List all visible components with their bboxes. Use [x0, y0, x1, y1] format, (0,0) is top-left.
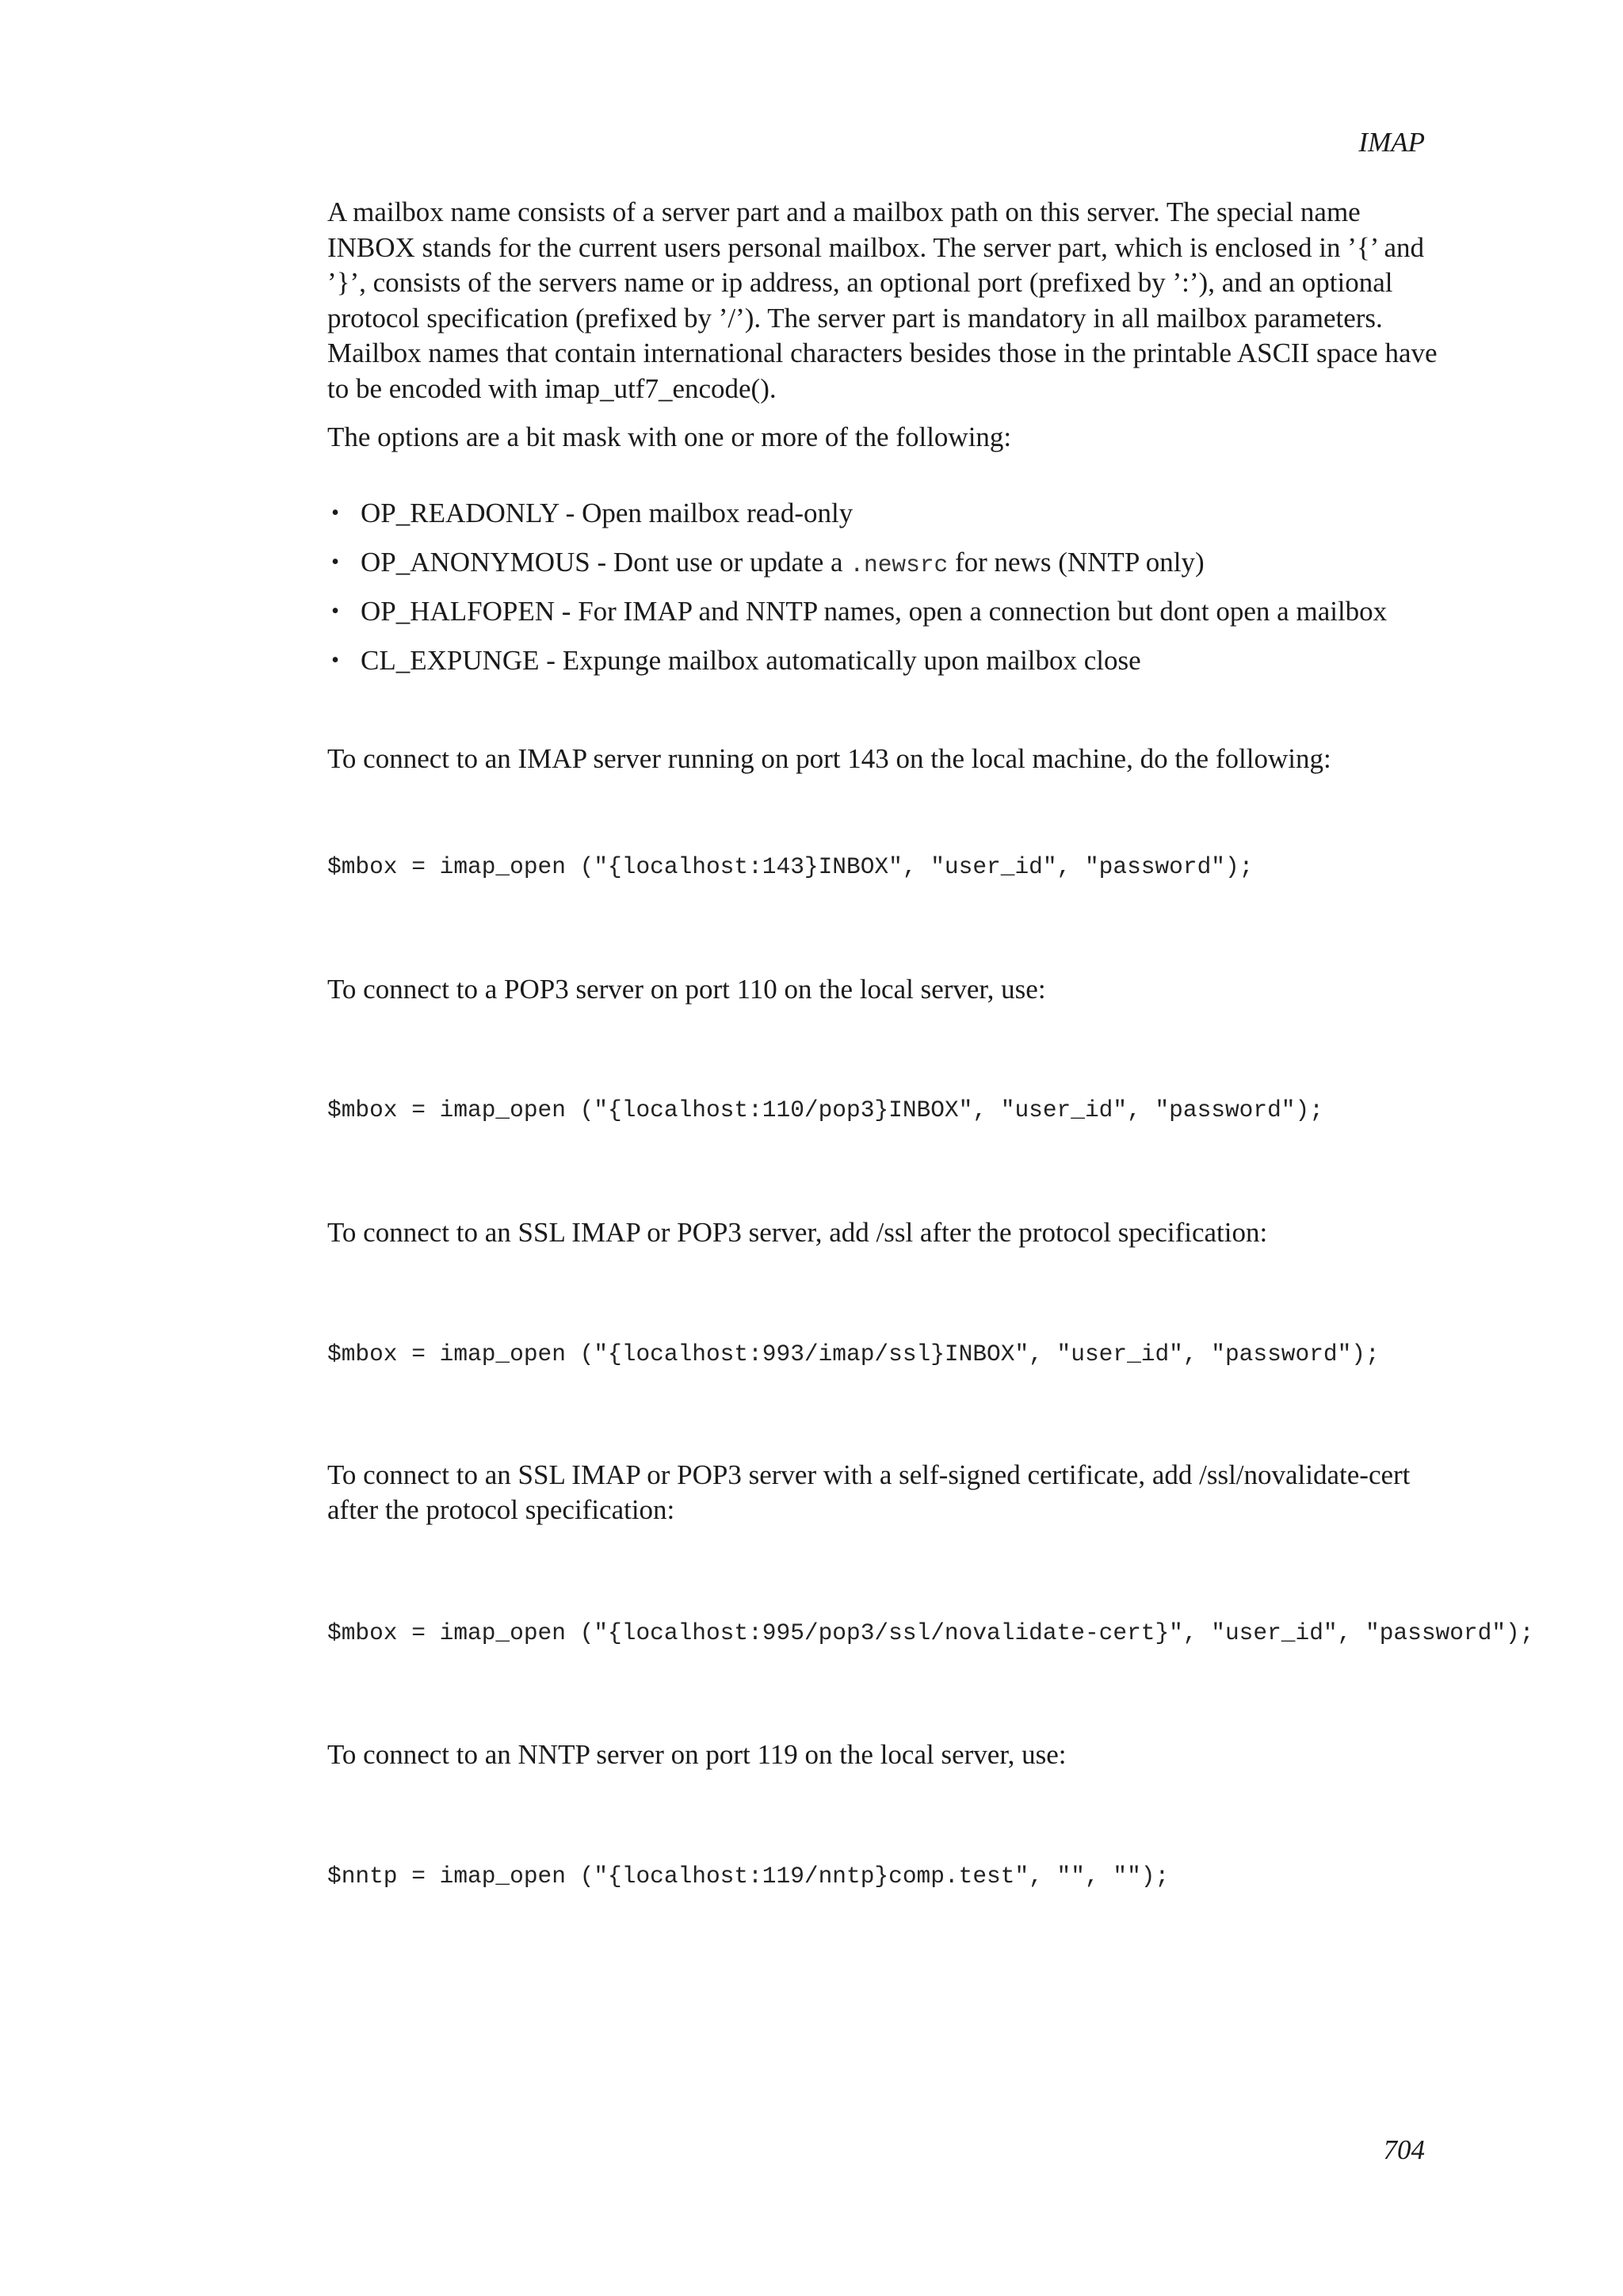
option-text: OP_READONLY - Open mailbox read-only	[361, 498, 854, 528]
page-number: 704	[1383, 2134, 1425, 2165]
running-head: IMAP	[1358, 127, 1425, 158]
example-description-line2: after the protocol specification:	[327, 1494, 675, 1525]
inline-code-newsrc: .newsrc	[850, 551, 949, 578]
code-example: $mbox = imap_open ("{localhost:110/pop3}INBOX", "user_id", "password");	[327, 1097, 1323, 1123]
example-description: To connect to an IMAP server running on port 143 on the local machine, do the following:	[327, 743, 1331, 774]
option-text: CL_EXPUNGE - Expunge mailbox automatically upon mailbox close	[361, 645, 1141, 676]
list-item	[327, 545, 1516, 594]
bullet-icon: •	[331, 501, 339, 525]
bullet-icon: •	[331, 648, 339, 673]
list-item	[327, 594, 1516, 643]
code-example: $mbox = imap_open ("{localhost:143}INBOX", "user_id", "password");	[327, 853, 1254, 880]
code-example: $mbox = imap_open ("{localhost:995/pop3/ssl/novalidate-cert}", "user_id", "password");	[327, 1619, 1534, 1646]
example-description: To connect to an SSL IMAP or POP3 server, add /ssl after the protocol specification:	[327, 1217, 1268, 1248]
code-example: $mbox = imap_open ("{localhost:993/imap/ssl}INBOX", "user_id", "password");	[327, 1341, 1380, 1367]
example-description-line1: To connect to an SSL IMAP or POP3 server with a self-signed certificate, add /ssl/novalidate-cert	[327, 1459, 1411, 1490]
options-intro-paragraph: The options are a bit mask with one or more of the following:	[327, 421, 1012, 452]
option-text: OP_HALFOPEN - For IMAP and NNTP names, open a connection but dont open a mailbox	[361, 596, 1388, 627]
example-description: To connect to a POP3 server on port 110 on the local server, use:	[327, 974, 1046, 1005]
options-list	[327, 496, 1516, 692]
list-item	[327, 496, 1516, 545]
option-text-after: for news (NNTP only)	[948, 547, 1205, 578]
code-example: $nntp = imap_open ("{localhost:119/nntp}comp.test", "", "");	[327, 1863, 1170, 1890]
bullet-icon: •	[331, 550, 339, 574]
example-description: To connect to an NNTP server on port 119 on the local server, use:	[327, 1739, 1067, 1770]
bullet-icon: •	[331, 599, 339, 624]
list-item	[327, 643, 1516, 692]
option-text-before: OP_ANONYMOUS - Dont use or update a	[361, 547, 850, 578]
intro-paragraph: A mailbox name consists of a server part and a mailbox path on this server. The special name INBOX stands for the current users personal mailbox. The server part, which is enclosed in ’{’ and ’}’, consists of the servers name or ip address, an optional port (prefixed by ’:’), and an optional protocol specification (prefixed by ’/’). The server part is mandatory in all mailbox parameters. Mailbox names that contain international characters besides those in the printable ASCII space have to be encoded with imap_utf7_encode().	[327, 196, 1438, 404]
